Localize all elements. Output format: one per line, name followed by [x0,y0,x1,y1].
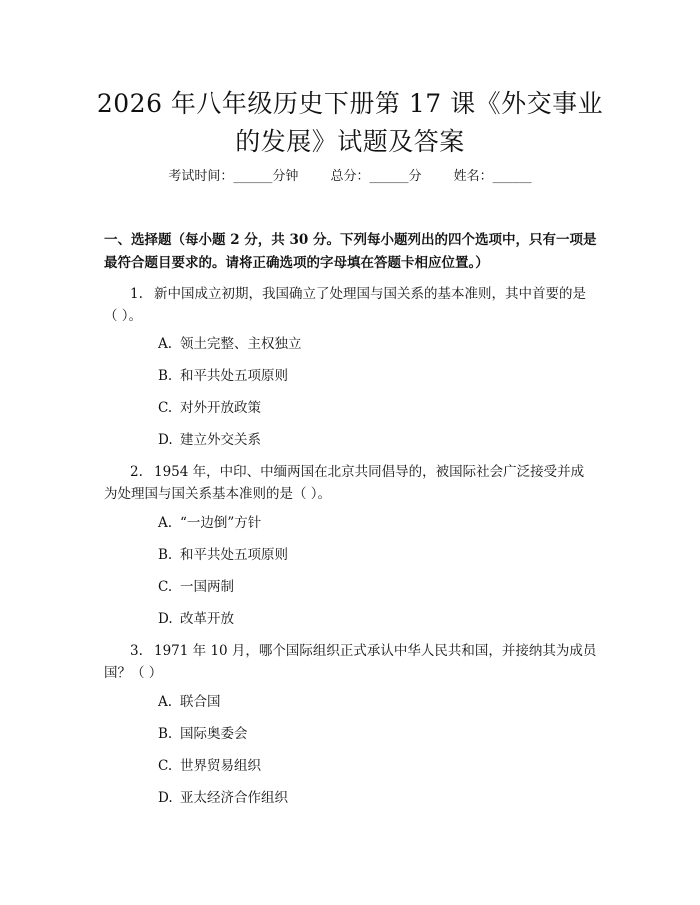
option-text: 和平共处五项原则 [180,547,288,563]
total-score-field [330,166,421,188]
total-score-unit: 分 [408,169,422,184]
option-text: 亚太经济合作组织 [180,790,288,806]
question-2-option-c [158,576,234,598]
option-text: 改革开放 [180,611,234,627]
option-letter: B. [158,726,173,742]
question-3-option-b [158,723,248,745]
question-1-option-c [158,397,261,419]
question-1-text: 新中国成立初期，我国确立了处理国与国关系的基本准则，其中首要的是 [154,286,586,302]
question-1-line-2: （ ）。 [104,308,143,324]
option-letter: B. [158,368,173,384]
total-score-blank: ______ [369,169,409,184]
option-letter: A. [158,694,173,710]
total-score-label: 总分： [330,169,370,184]
option-letter: C. [158,579,173,595]
option-text: 国际奥委会 [180,726,248,742]
option-letter: D. [158,611,173,627]
option-letter: A. [158,515,173,531]
question-2-number: 2. [130,464,143,480]
option-letter: D. [158,790,173,806]
question-2-text: 1954 年，中印、中缅两国在北京共同倡导的，被国际社会广泛接受并成 [154,464,585,480]
document-title-line-1: 2026 年八年级历史下册第 17 课《外交事业 [96,89,604,118]
question-2-option-d [158,608,234,630]
option-letter: C. [158,758,173,774]
question-3-line-1 [130,640,596,662]
option-letter: C. [158,400,173,416]
question-1-option-b [158,365,288,387]
question-1-number: 1. [130,286,143,302]
question-1-line-1 [130,283,586,305]
option-text: 一国两制 [180,579,234,595]
exam-time-label: 考试时间： [168,169,234,184]
question-2-option-b [158,544,288,566]
student-name-label: 姓名： [453,169,493,184]
question-2-line-2: 为处理国与国关系基本准则的是（ ）。 [104,486,332,502]
section-heading-line-1: 一、选择题（每小题 2 分，共 30 分。下列每小题列出的四个选项中，只有一项是 [104,232,597,248]
question-1-option-a [158,333,302,355]
option-letter: A. [158,336,173,352]
exam-time-blank: ______ [233,169,273,184]
question-3-option-a [158,691,221,713]
option-text: 和平共处五项原则 [180,368,288,384]
question-3-option-c [158,755,261,777]
question-2-option-a [158,512,261,534]
student-name-blank: ______ [492,169,532,184]
question-3-line-2: 国？（ ） [104,665,163,681]
question-1-option-d [158,429,261,451]
question-3-option-d [158,787,288,809]
option-text: 对外开放政策 [180,400,261,416]
exam-info-row [0,166,700,188]
option-text: 联合国 [180,694,221,710]
option-letter: B. [158,547,173,563]
option-text: 领土完整、主权独立 [180,336,302,352]
section-heading-line-2: 最符合题目要求的。请将正确选项的字母填在答题卡相应位置。） [104,255,489,271]
exam-time-field [168,166,298,188]
option-text: “一边倒”方针 [180,515,262,531]
exam-time-unit: 分钟 [272,169,299,184]
document-title-line-2: 的发展》试题及答案 [235,127,465,156]
option-text: 建立外交关系 [180,432,261,448]
option-letter: D. [158,432,173,448]
question-3-text: 1971 年 10 月，哪个国际组织正式承认中华人民共和国，并接纳其为成员 [154,643,597,659]
question-2-line-1 [130,461,584,483]
option-text: 世界贸易组织 [180,758,261,774]
student-name-field [454,166,532,188]
question-3-number: 3. [130,643,143,659]
